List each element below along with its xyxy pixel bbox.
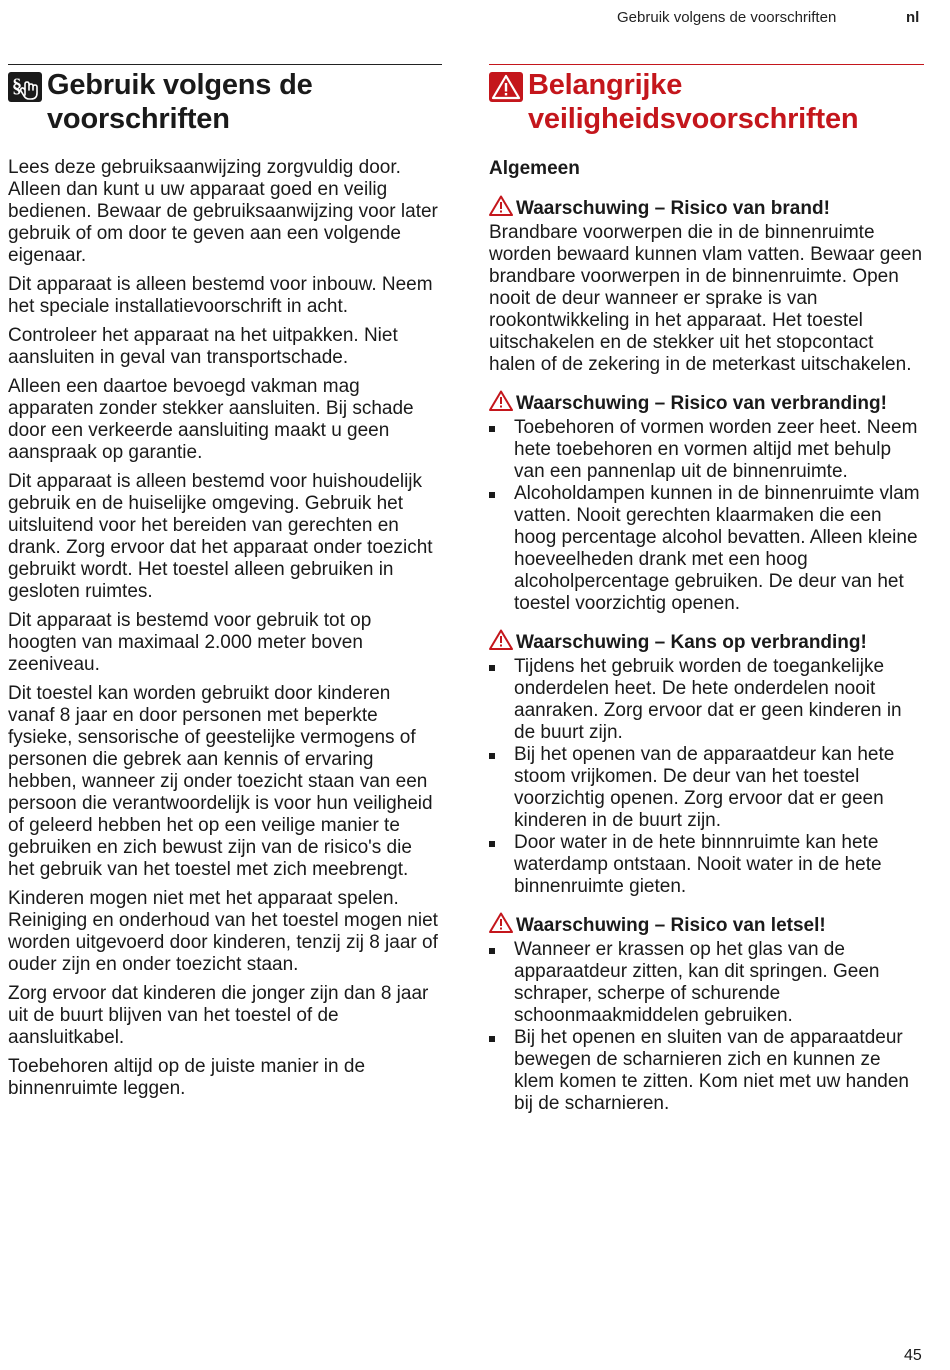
section-heading-row: [8, 68, 442, 136]
body-paragraph: Kinderen mogen niet met het apparaat spelen. Reiniging en onderhoud van het toestel mogen niet worden uitgevoerd door kinderen, tenzij zij 8 jaar of ouder zijn en onder toezicht staan.: [8, 888, 438, 975]
warnings-list: [489, 195, 924, 1115]
square-bullet-icon: [489, 948, 495, 954]
warning-triangle-icon: [489, 195, 513, 222]
warning-block: [489, 912, 924, 1115]
square-bullet-icon: [489, 1036, 495, 1042]
section-rule: [489, 64, 924, 65]
list-item-text: Bij het openen van de apparaatdeur kan hete stoom vrijkomen. De deur van het toestel voorzichtig openen. Zorg ervoor dat er geen kinderen in de buurt zijn.: [514, 744, 895, 831]
square-bullet-icon: [489, 753, 495, 759]
warning-triangle-icon: [489, 72, 523, 107]
warning-block: [489, 390, 924, 615]
warning-title: Waarschuwing – Risico van verbranding!: [516, 392, 887, 414]
warning-text: Brandbare voorwerpen die in de binnenruimte worden bewaard kunnen vlam vatten. Bewaar geen brandbare voorwerpen in de binnenruimte. Open nooit de deur wanneer er sprake is van rookontwikkeling in het apparaat. Het toestel uitschakelen en de stekker uit het stopcontact halen of de zekering in de meterkast uitschakelen.: [489, 222, 923, 375]
list-item-text: Wanneer er krassen op het glas van de apparaatdeur zitten, kan dit springen. Geen schraper, scherpe of schurende schoonmaakmiddelen gebruiken.: [514, 939, 880, 1026]
body-paragraph: Lees deze gebruiksaanwijzing zorgvuldig door. Alleen dan kunt u uw apparaat goed en veilig bedienen. Bewaar de gebruiksaanwijzing voor later gebruik of om door te geven aan een volgende eigenaar.: [8, 157, 438, 266]
warning-title: Waarschuwing – Risico van letsel!: [516, 914, 826, 936]
safety-heading: Belangrijke veiligheidsvoorschriften: [528, 69, 859, 135]
subheading-general: Algemeen: [489, 158, 580, 179]
list-item-text: Toebehoren of vormen worden zeer heet. Neem hete toebehoren en vormen altijd met behulp van een pannenlap uit de binnenruimte.: [514, 417, 918, 482]
body-paragraph: Dit apparaat is bestemd voor gebruik tot op hoogten van maximaal 2.000 meter boven zeeniveau.: [8, 610, 372, 675]
warning-bullet-list: [489, 656, 924, 898]
square-bullet-icon: [489, 426, 495, 432]
list-item: [489, 939, 924, 1027]
page-title: Gebruik volgens de voorschriften: [47, 69, 313, 135]
left-column: [8, 64, 442, 1107]
warning-bullet-list: [489, 417, 924, 615]
paragraph-hand-icon: [8, 72, 42, 107]
square-bullet-icon: [489, 492, 495, 498]
running-header: [0, 9, 950, 29]
square-bullet-icon: [489, 841, 495, 847]
body-paragraph: Dit toestel kan worden gebruikt door kinderen vanaf 8 jaar en door personen met beperkte fysieke, sensorische of geestelijke vermogens of personen die gebrek aan kennis of ervaring hebben, wanneer zij onder toezicht staan van een persoon die verantwoordelijk is voor hun veiligheid of geleerd hebben het op een veilige manier te gebruiken en zich bewust zijn van de risico's die het gebruik van het toestel met zich meebrengt.: [8, 683, 433, 880]
warning-title-row: [489, 195, 924, 222]
warning-block: [489, 195, 924, 376]
section-rule: [8, 64, 442, 65]
list-item: [489, 832, 924, 898]
warning-bullet-list: [489, 939, 924, 1115]
page-number: 45: [904, 1347, 922, 1364]
square-bullet-icon: [489, 665, 495, 671]
list-item: [489, 656, 924, 744]
warning-title-row: [489, 629, 924, 656]
list-item-text: Tijdens het gebruik worden de toegankelijke onderdelen heet. De hete onderdelen nooit aanraken. Zorg ervoor dat er geen kinderen in de buurt zijn.: [514, 656, 902, 743]
section-heading-row: [489, 68, 924, 136]
warning-block: [489, 629, 924, 898]
left-paragraphs: [8, 157, 442, 1100]
warning-title-row: [489, 390, 924, 417]
body-paragraph: Controleer het apparaat na het uitpakken. Niet aansluiten in geval van transportschade.: [8, 325, 398, 368]
list-item: [489, 417, 924, 483]
body-paragraph: Toebehoren altijd op de juiste manier in de binnenruimte leggen.: [8, 1056, 366, 1099]
language-code: nl: [906, 9, 920, 26]
body-paragraph: Zorg ervoor dat kinderen die jonger zijn dan 8 jaar uit de buurt blijven van het toestel of de aansluitkabel.: [8, 983, 429, 1048]
warning-triangle-icon: [489, 390, 513, 417]
warning-triangle-icon: [489, 912, 513, 939]
body-paragraph: Alleen een daartoe bevoegd vakman mag apparaten zonder stekker aansluiten. Bij schade door een verkeerde aansluiting maakt u geen aanspraak op garantie.: [8, 376, 414, 463]
body-paragraph: Dit apparaat is alleen bestemd voor inbouw. Neem het speciale installatievoorschrift in acht.: [8, 274, 433, 317]
warning-title: Waarschuwing – Risico van brand!: [516, 197, 830, 219]
warning-title: Waarschuwing – Kans op verbranding!: [516, 631, 867, 653]
list-item: [489, 744, 924, 832]
svg-text:§: §: [12, 75, 22, 97]
list-item: [489, 1027, 924, 1115]
running-header-title: Gebruik volgens de voorschriften: [617, 9, 837, 26]
list-item: [489, 483, 924, 615]
list-item-text: Alcoholdampen kunnen in de binnenruimte vlam vatten. Nooit gerechten klaarmaken die een hoog percentage alcohol bevatten. Alleen kleine hoeveelheden drank met een hoog alcoholpercentage gebruiken. De deur van het toestel voorzichtig openen.: [514, 483, 920, 614]
warning-title-row: [489, 912, 924, 939]
list-item-text: Bij het openen en sluiten van de apparaatdeur bewegen de scharnieren zich en kunnen ze klem komen te zitten. Kom niet met uw handen bij de scharnieren.: [514, 1027, 909, 1114]
warning-triangle-icon: [489, 629, 513, 656]
body-paragraph: Dit apparaat is alleen bestemd voor huishoudelijk gebruik en de huiselijke omgeving. Gebruik het uitsluitend voor het bereiden van gerechten en drank. Zorg ervoor dat het apparaat onder toezicht gebruikt wordt. Het toestel alleen gebruiken in gesloten ruimtes.: [8, 471, 433, 602]
right-column: [489, 64, 924, 1129]
list-item-text: Door water in de hete binnnruimte kan hete waterdamp ontstaan. Nooit water in de hete binnenruimte gieten.: [514, 832, 882, 897]
